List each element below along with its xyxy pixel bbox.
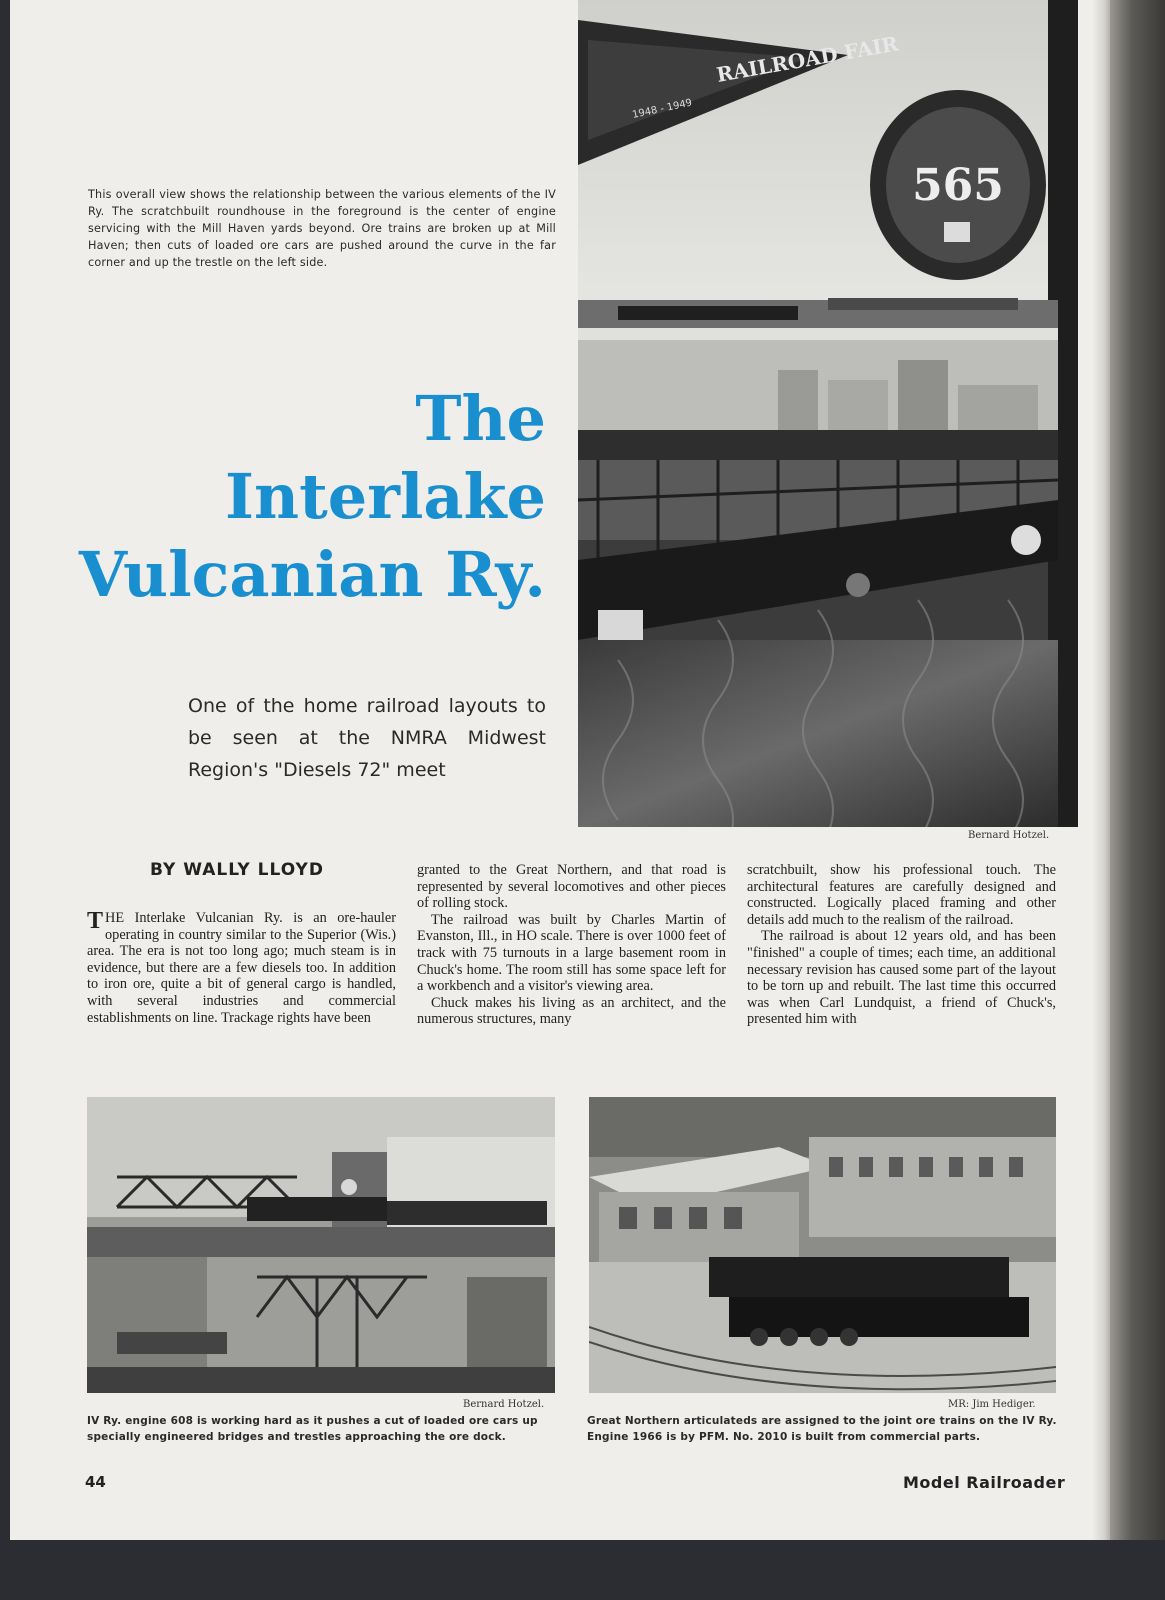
main-layout-photo — [578, 0, 1078, 827]
left-photo-credit: Bernard Hotzel. — [463, 1399, 545, 1410]
article-column-1 — [87, 910, 396, 1026]
col1-text: HE Interlake Vulcanian Ry. is an ore-hauler operating in country similar to the Superior (Wis.) area. The era is not too long ago; much steam is in evidence, but there are a few diesels too. In addition to iron ore, quite a bit of general cargo is handled, with several industries and commercial establishments on line. Trackage rights have been — [87, 910, 396, 1026]
title-line-3: Vulcanian Ry. — [78, 538, 546, 611]
plaque-number: 565 — [912, 160, 1004, 211]
title-line-2: Interlake — [225, 460, 546, 533]
col3-paragraph-1: scratchbuilt, show his professional touch. The architectural features are carefully designed and constructed. Logically placed framing and other details add much to the realism of the railroad. — [747, 862, 1056, 928]
top-photo-caption: This overall view shows the relationship between the various elements of the IV Ry. The scratchbuilt roundhouse in the foreground is the center of engine servicing with the Mill Haven yards beyond. Ore trains are broken up at Mill Haven; then cuts of loaded ore cars are pushed around the curve in the far corner and up the trestle on the left side. — [88, 188, 556, 269]
byline: BY WALLY LLOYD — [150, 860, 324, 880]
col2-paragraph-2: The railroad was built by Charles Martin of Evanston, Ill., in HO scale. There is over 1000 feet of track with 75 turnouts in a large basement room in Chuck's home. The room still has some space left for a workbench and a visitor's viewing area. — [417, 911, 726, 995]
magazine-name: Model Railroader — [903, 1473, 1066, 1492]
pennant-text: RAILROAD FAIR — [714, 31, 901, 87]
pennant-year: 1948 - 1949 — [631, 97, 694, 121]
right-photo-caption: Great Northern articulateds are assigned to the joint ore trains on the IV Ry. Engine 1966 is by PFM. No. 2010 is built from commercial parts. — [587, 1415, 1057, 1443]
right-photo-credit: MR: Jim Hediger. — [948, 1399, 1036, 1410]
left-photo-caption: IV Ry. engine 608 is working hard as it pushes a cut of loaded ore cars up specially engineered bridges and trestles approaching the ore dock. — [87, 1415, 538, 1443]
col2-paragraph-3: Chuck makes his living as an architect, and the numerous structures, many — [417, 994, 726, 1028]
col2-paragraph-1: granted to the Great Northern, and that road is represented by several locomotives and other pieces of rolling stock. — [417, 862, 726, 912]
title-line-1: The — [415, 382, 546, 455]
article-title — [60, 380, 546, 614]
bridge-trestle-photo — [87, 1097, 555, 1393]
facing-page-edge — [1110, 0, 1165, 1540]
article-subtitle: One of the home railroad layouts to be seen at the NMRA Midwest Region's "Diesels 72" meet — [188, 695, 546, 781]
roundhouse-photo — [589, 1097, 1056, 1393]
drop-cap: T — [87, 908, 104, 934]
main-photo-credit: Bernard Hotzel. — [968, 830, 1050, 841]
page-spine — [1092, 0, 1112, 1540]
article-column-3 — [747, 862, 1056, 1028]
article-column-2 — [417, 862, 726, 1028]
page-number: 44 — [85, 1473, 106, 1491]
col3-paragraph-2: The railroad is about 12 years old, and has been "finished" a couple of times; each time, an additional necessary revision has caused some part of the layout to be torn up and rebuilt. The last time this occurred was when Carl Lundquist, a friend of Chuck's, presented him with — [747, 928, 1056, 1028]
